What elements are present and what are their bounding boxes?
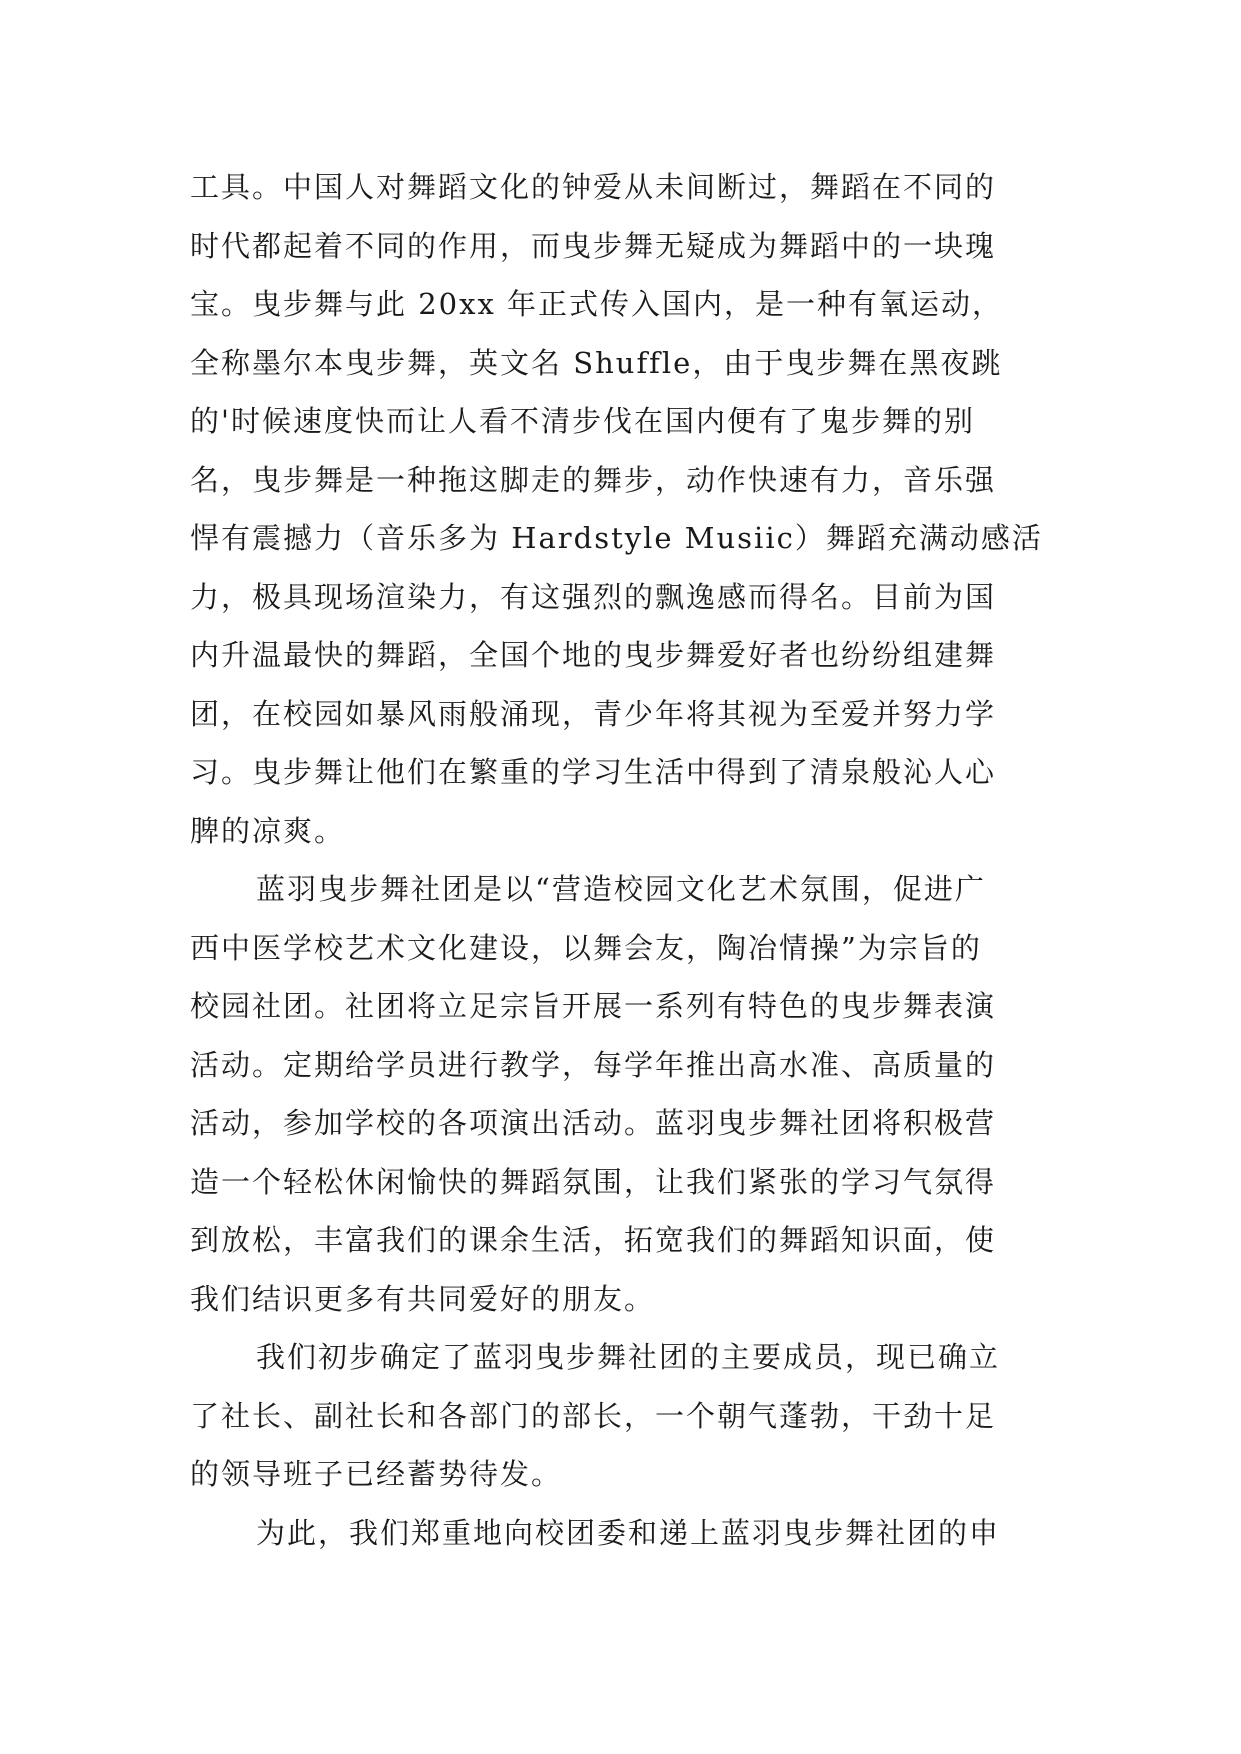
text-line: 为此，我们郑重地向校团委和递上蓝羽曳步舞社团的申	[256, 1515, 1001, 1550]
text-line: 活动。定期给学员进行教学，每学年推出高水准、高质量的	[190, 1047, 997, 1082]
document-body	[190, 158, 1060, 1562]
text-line: 工具。中国人对舞蹈文化的钟爱从未间断过，舞蹈在不同的	[190, 170, 997, 204]
text-line: 活动，参加学校的各项演出活动。蓝羽曳步舞社团将积极营	[190, 1106, 997, 1140]
text-line: 西中医学校艺术文化建设，以舞会友，陶冶情操”为宗旨的	[190, 930, 982, 965]
text-line: 我们结识更多有共同爱好的朋友。	[190, 1281, 656, 1316]
text-line: 悍有震撼力（音乐多为 Hardstyle Musiic）舞蹈充满动感活	[190, 521, 1043, 555]
text-line: 的领导班子已经蓄势待发。	[190, 1457, 563, 1491]
text-line: 脾的凉爽。	[190, 813, 346, 848]
text-line: 团，在校园如暴风雨般涌现，青少年将其视为至爱并努力学	[190, 696, 997, 731]
paragraph-3	[190, 1328, 1060, 1504]
text-line: 了社长、副社长和各部门的部长，一个朝气蓬勃，干劲十足	[190, 1398, 997, 1433]
text-line: 力，极具现场渲染力，有这强烈的飘逸感而得名。目前为国	[190, 579, 997, 614]
text-line: 内升温最快的舞蹈，全国个地的曳步舞爱好者也纷纷组建舞	[190, 638, 997, 672]
text-line: 名，曳步舞是一种拖这脚走的舞步，动作快速有力，音乐强	[190, 462, 997, 497]
text-line: 造一个轻松休闲愉快的舞蹈氛围，让我们紧张的学习气氛得	[190, 1164, 997, 1199]
paragraph-1	[190, 158, 1060, 860]
paragraph-4	[190, 1504, 1060, 1563]
text-line: 时代都起着不同的作用，而曳步舞无疑成为舞蹈中的一块瑰	[190, 228, 997, 263]
text-line: 全称墨尔本曳步舞，英文名 Shuffle，由于曳步舞在黑夜跳	[190, 345, 1003, 380]
text-line: 蓝羽曳步舞社团是以“营造校园文化艺术氛围，促进广	[256, 872, 986, 906]
paragraph-2	[190, 860, 1060, 1328]
text-line: 校园社团。社团将立足宗旨开展一系列有特色的曳步舞表演	[190, 989, 997, 1023]
text-line: 习。曳步舞让他们在繁重的学习生活中得到了清泉般沁人心	[190, 755, 997, 789]
text-line: 宝。曳步舞与此 20xx 年正式传入国内，是一种有氧运动，	[190, 287, 1004, 321]
text-line: 的'时候速度快而让人看不清步伐在国内便有了鬼步舞的别	[190, 404, 975, 438]
text-line: 到放松，丰富我们的课余生活，拓宽我们的舞蹈知识面，使	[190, 1223, 997, 1257]
text-line: 我们初步确定了蓝羽曳步舞社团的主要成员，现已确立	[256, 1340, 1001, 1374]
